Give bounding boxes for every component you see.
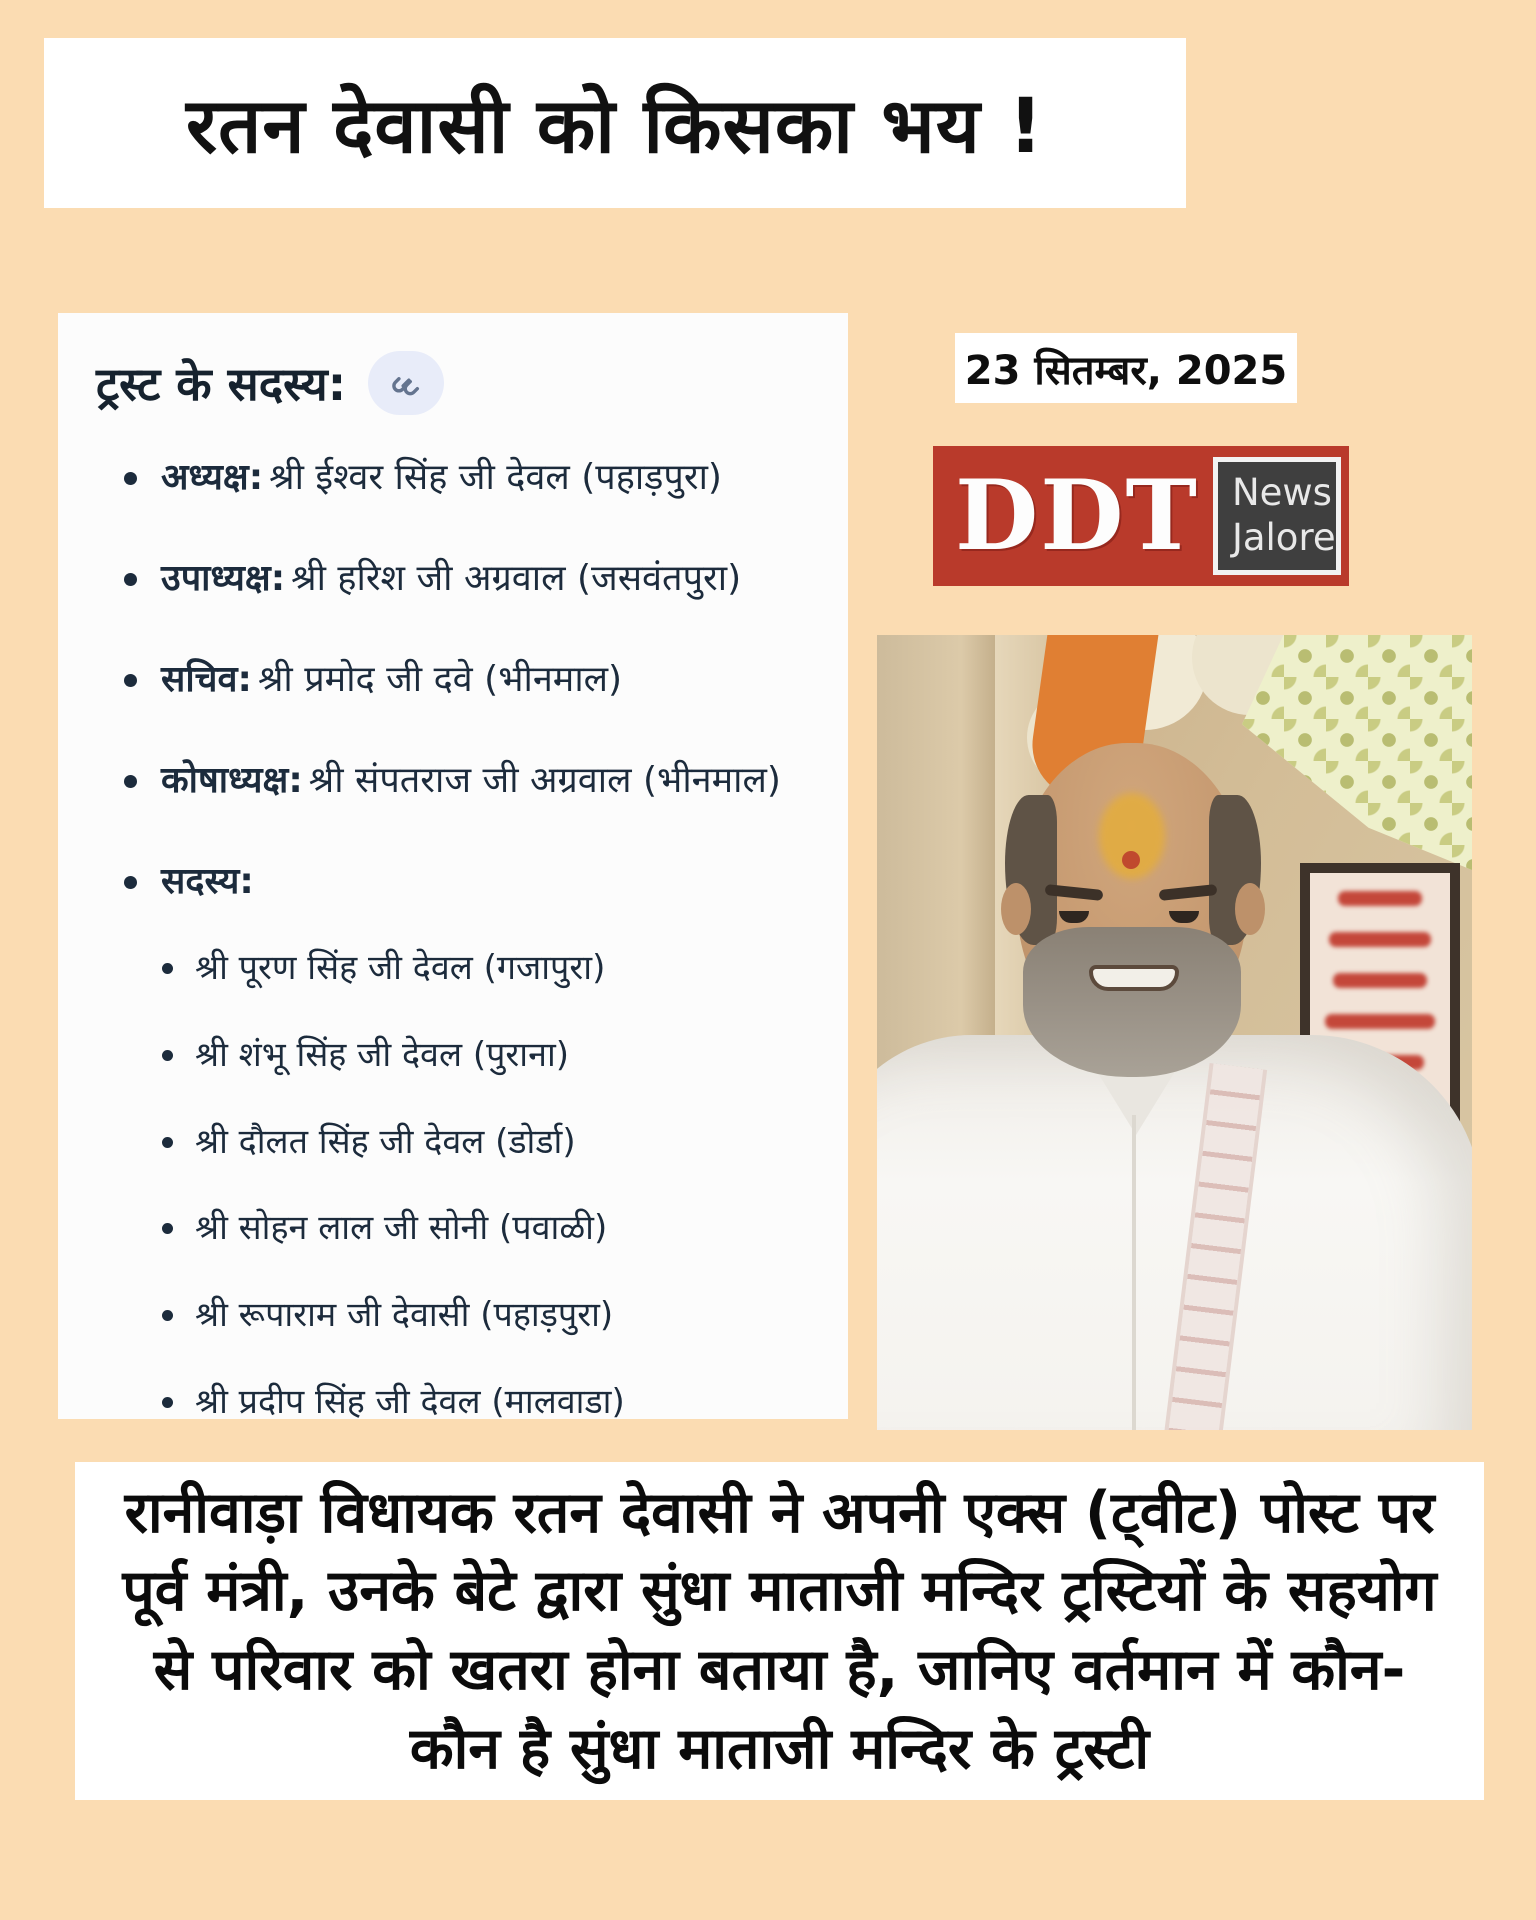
page-title: रतन देवासी को किसका भय ! — [186, 80, 1044, 170]
list-item: श्री रूपाराम जी देवासी (पहाड़पुरा) — [162, 1295, 818, 1336]
footer-caption-box — [75, 1462, 1484, 1800]
panel-heading: ट्रस्ट के सदस्य: — [96, 357, 347, 411]
bullet-icon — [124, 472, 137, 485]
bullet-icon — [124, 876, 137, 889]
date-badge — [955, 333, 1297, 403]
list-item: श्री प्रदीप सिंह जी देवल (मालवाडा) — [162, 1382, 818, 1423]
portrait-photo — [877, 635, 1472, 1430]
bullet-icon — [124, 573, 137, 586]
logo-line2: Jalore — [1231, 516, 1336, 559]
list-item: श्री दौलत सिंह जी देवल (डोर्डा) — [162, 1122, 818, 1163]
list-item: उपाध्यक्ष: श्री हरिश जी अग्रवाल (जसवंतपुरा) — [124, 556, 818, 601]
ear — [1235, 883, 1265, 935]
bullet-icon — [162, 1223, 173, 1234]
bullet-icon — [162, 963, 173, 974]
link-icon — [389, 366, 423, 400]
members-label: सदस्य: — [161, 861, 254, 902]
decorative-lattice — [1242, 635, 1472, 870]
beard — [1023, 927, 1241, 1077]
header-banner — [44, 38, 1186, 208]
list-item — [124, 859, 818, 904]
bullet-icon — [162, 1310, 173, 1321]
smiling-mouth — [1089, 965, 1179, 991]
bullet-icon — [124, 775, 137, 788]
footer-caption: रानीवाड़ा विधायक रतन देवासी ने अपनी एक्स (ट्वीट) पोस्ट पर पूर्व मंत्री, उनके बेटे द्वारा सुंधा माताजी मन्दिर ट्रस्टियों के सहयोग से परिवार को खतरा होना बताया है, जानिए वर्तमान में कौन-कौन है सुंधा माताजी मन्दिर के ट्रस्टी — [122, 1479, 1437, 1782]
panel-heading-row — [96, 351, 818, 415]
bullet-icon — [162, 1137, 173, 1148]
trust-members-panel — [58, 313, 848, 1422]
kurta-placket — [1132, 1115, 1136, 1430]
logo-line1: News — [1231, 471, 1332, 515]
logo-news-box — [1213, 457, 1341, 575]
list-item: अध्यक्ष: श्री ईश्वर सिंह जी देवल (पहाड़पुरा) — [124, 455, 818, 500]
bullet-icon — [124, 674, 137, 687]
logo-abbr: DDT — [955, 459, 1199, 572]
list-item: श्री शंभू सिंह जी देवल (पुराना) — [162, 1035, 818, 1076]
bullet-icon — [162, 1050, 173, 1061]
date-text: 23 सितम्बर, 2025 — [964, 347, 1288, 394]
ear — [1001, 883, 1031, 935]
officer-list — [96, 455, 818, 904]
bullet-icon — [162, 1397, 173, 1408]
list-item: सचिव: श्री प्रमोद जी दवे (भीनमाल) — [124, 657, 818, 702]
member-sublist — [162, 948, 818, 1423]
section-link-button[interactable] — [368, 351, 444, 415]
tilak-dot — [1122, 851, 1140, 869]
list-item: कोषाध्यक्ष: श्री संपतराज जी अग्रवाल (भीनमाल) — [124, 758, 818, 803]
list-item: श्री सोहन लाल जी सोनी (पवाळी) — [162, 1208, 818, 1249]
list-item: श्री पूरण सिंह जी देवल (गजापुरा) — [162, 948, 818, 989]
ddt-logo — [933, 446, 1349, 586]
